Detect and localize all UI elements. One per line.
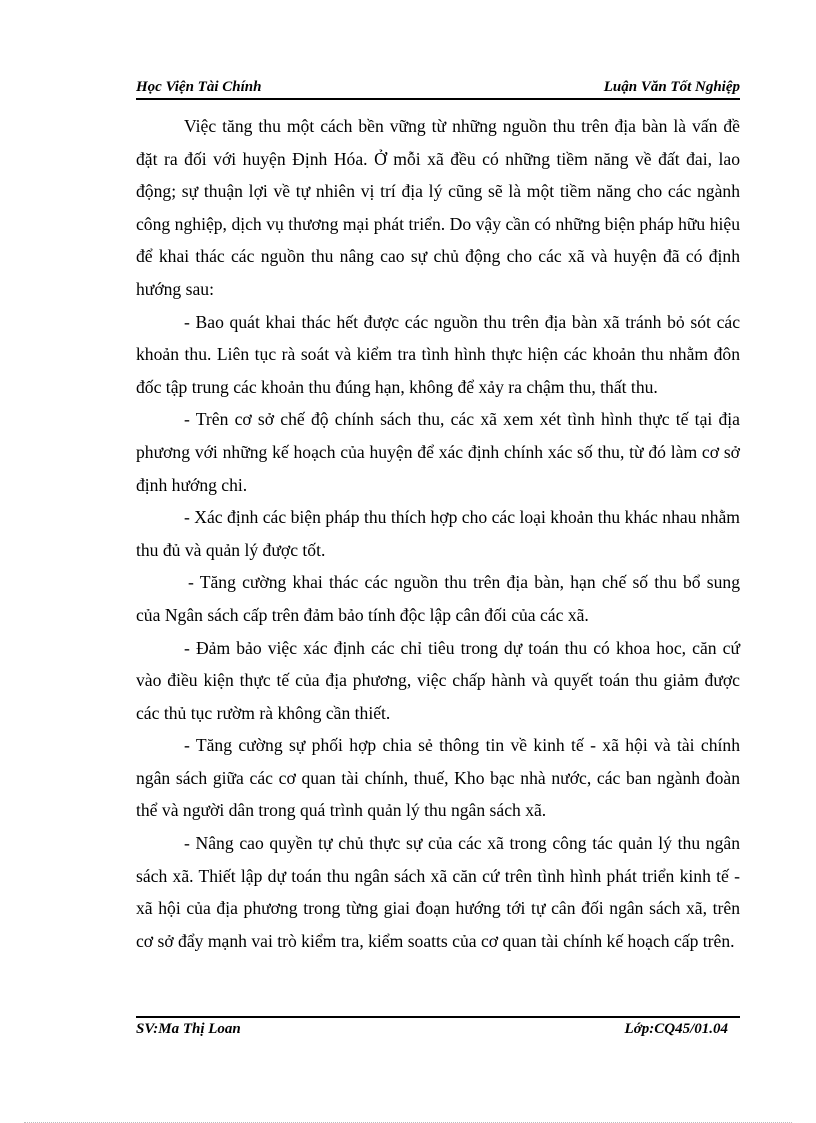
page-footer — [136, 1020, 740, 1042]
footer-class-code: Lớp:CQ45/01.04 — [624, 1021, 728, 1037]
paragraph-item-3: - Xác định các biện pháp thu thích hợp cho các loại khoản thu khác nhau nhằm thu đủ và quản lý được tốt. — [136, 507, 740, 560]
page-header — [136, 78, 740, 100]
header-rule — [136, 98, 740, 100]
body-text — [136, 110, 740, 957]
paragraph-item-7: - Nâng cao quyền tự chủ thực sự của các xã trong công tác quản lý thu ngân sách xã. Thiết lập dự toán thu ngân sách xã căn cứ trên tình hình phát triển kinh tế - xã hội của địa phương trong từng giai đoạn hướng tới tự cân đối ngân sách xã, trên cơ sở đẩy mạnh vai trò kiểm tra, kiểm soatts của cơ quan tài chính kế hoạch cấp trên. — [136, 833, 740, 951]
paragraph-intro: Việc tăng thu một cách bền vững từ những nguồn thu trên địa bàn là vấn đề đặt ra đối với huyện Định Hóa. Ở mỗi xã đều có những tiềm năng về đất đai, lao động; sự thuận lợi về tự nhiên vị trí địa lý cũng sẽ là một tiềm năng cho các ngành công nghiệp, dịch vụ thương mại phát triển. Do vậy cần có những biện pháp hữu hiệu để khai thác các nguồn thu nâng cao sự chủ động cho các xã và huyện đã có định hướng sau: — [136, 116, 740, 299]
footer-student-name: SV:Ma Thị Loan — [136, 1021, 241, 1037]
footer-rule — [136, 1016, 740, 1018]
header-document-type: Luận Văn Tốt Nghiệp — [603, 79, 740, 95]
paragraph-item-2: - Trên cơ sở chế độ chính sách thu, các xã xem xét tình hình thực tế tại địa phương với những kế hoạch của huyện để xác định chính xác số thu, từ đó làm cơ sở định hướng chi. — [136, 409, 740, 495]
header-institution: Học Viện Tài Chính — [136, 79, 262, 95]
paragraph-item-1: - Bao quát khai thác hết được các nguồn thu trên địa bàn xã tránh bỏ sót các khoản thu. Liên tục rà soát và kiểm tra tình hình thực hiện các khoản thu nhằm đôn đốc tập trung các khoản thu đúng hạn, không để xảy ra chậm thu, thất thu. — [136, 311, 740, 397]
paragraph-item-6: - Tăng cường sự phối hợp chia sẻ thông tin về kinh tế - xã hội và tài chính ngân sách giữa các cơ quan tài chính, thuế, Kho bạc nhà nước, các ban ngành đoàn thể và người dân trong quá trình quản lý thu ngân sách xã. — [136, 735, 740, 821]
paragraph-item-5: - Đảm bảo việc xác định các chỉ tiêu trong dự toán thu có khoa hoc, căn cứ vào điều kiện thực tế của địa phương, việc chấp hành và quyết toán thu giảm được các thủ tục rườm rà không cần thiết. — [136, 637, 740, 723]
paragraph-item-4: - Tăng cường khai thác các nguồn thu trên địa bàn, hạn chế số thu bổ sung của Ngân sách cấp trên đảm bảo tính độc lập cân đối của các xã. — [136, 572, 740, 625]
